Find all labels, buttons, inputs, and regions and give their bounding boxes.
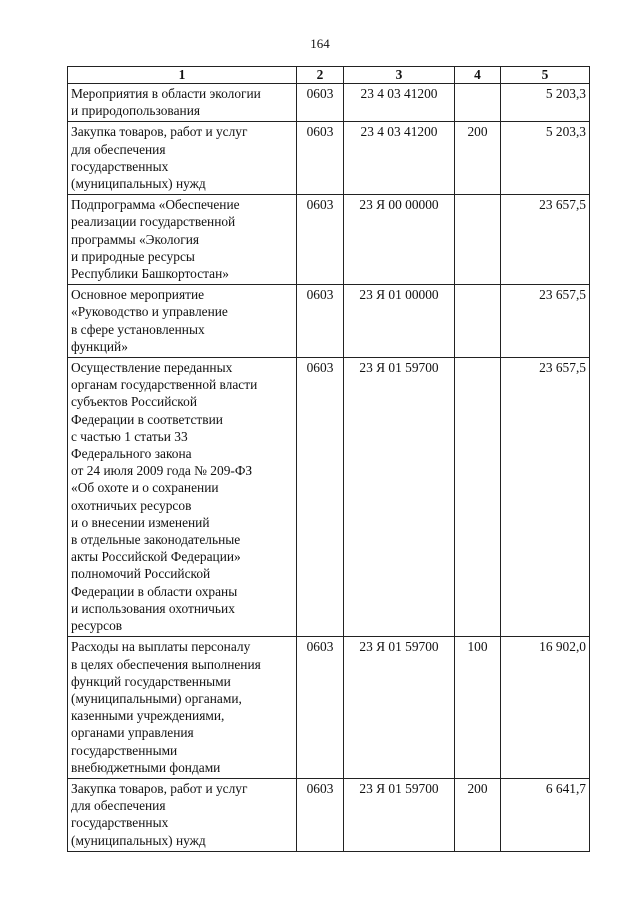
row-code: 23 4 03 41200 [344,122,455,195]
row-code: 23 Я 00 00000 [344,195,455,285]
row-name-text: Осуществление переданных органам государственной власти субъектов Российской Федерации в соответствии с частью 1 статьи 33 Федерального закона от 24 июля 2009 года № 209-ФЗ «Об охоте и о сохранении охотничьих ресурсов и о внесении изменений в отдельные законодательные акты Российской Федерации» полномочий Российской Федерации в области охраны и использования охотничьих ресурсов [71,360,258,634]
row-amount: 16 902,0 [501,637,590,779]
row-code: 23 4 03 41200 [344,84,455,122]
row-section: 0603 [297,358,344,637]
row-name [68,778,297,851]
row-section: 0603 [297,195,344,285]
row-name [68,358,297,637]
row-name [68,637,297,779]
column-header-section: 2 [297,67,344,84]
row-type [455,358,501,637]
budget-table [67,66,590,852]
table-row [68,285,590,358]
column-header-type: 4 [455,67,501,84]
column-header-code: 3 [344,67,455,84]
row-type [455,285,501,358]
table-row [68,778,590,851]
row-section: 0603 [297,84,344,122]
row-name-text: Расходы на выплаты персоналу в целях обеспечения выполнения функций государственными (муниципальными) органами, казенными учреждениями, органами управления государственными внебюджетными фондами [71,639,261,775]
row-amount: 23 657,5 [501,285,590,358]
row-amount: 23 657,5 [501,195,590,285]
row-type: 200 [455,778,501,851]
row-amount: 5 203,3 [501,122,590,195]
row-name-text: Мероприятия в области экологии и природопользования [71,86,261,119]
table-row [68,637,590,779]
row-name-text: Закупка товаров, работ и услуг для обеспечения государственных (муниципальных) нужд [71,780,248,848]
row-name [68,195,297,285]
row-name-text: Подпрограмма «Обеспечение реализации государственной программы «Экология и природные ресурсы Республики Башкортостан» [71,197,240,282]
page-number: 164 [310,36,330,51]
row-type: 200 [455,122,501,195]
row-section: 0603 [297,122,344,195]
row-code: 23 Я 01 59700 [344,358,455,637]
table-row [68,84,590,122]
row-name-text: Закупка товаров, работ и услуг для обеспечения государственных (муниципальных) нужд [71,124,248,192]
row-name [68,285,297,358]
column-header-name: 1 [68,67,297,84]
row-amount: 5 203,3 [501,84,590,122]
row-amount: 23 657,5 [501,358,590,637]
row-type [455,84,501,122]
row-name [68,84,297,122]
row-code: 23 Я 01 59700 [344,778,455,851]
row-type [455,195,501,285]
row-section: 0603 [297,778,344,851]
row-code: 23 Я 01 00000 [344,285,455,358]
table-row [68,195,590,285]
row-section: 0603 [297,285,344,358]
row-amount: 6 641,7 [501,778,590,851]
table-row [68,122,590,195]
row-section: 0603 [297,637,344,779]
table-row [68,358,590,637]
row-name [68,122,297,195]
row-code: 23 Я 01 59700 [344,637,455,779]
row-name-text: Основное мероприятие «Руководство и управление в сфере установленных функций» [71,287,228,354]
table-header-row [68,67,590,84]
row-type: 100 [455,637,501,779]
column-header-amount: 5 [501,67,590,84]
